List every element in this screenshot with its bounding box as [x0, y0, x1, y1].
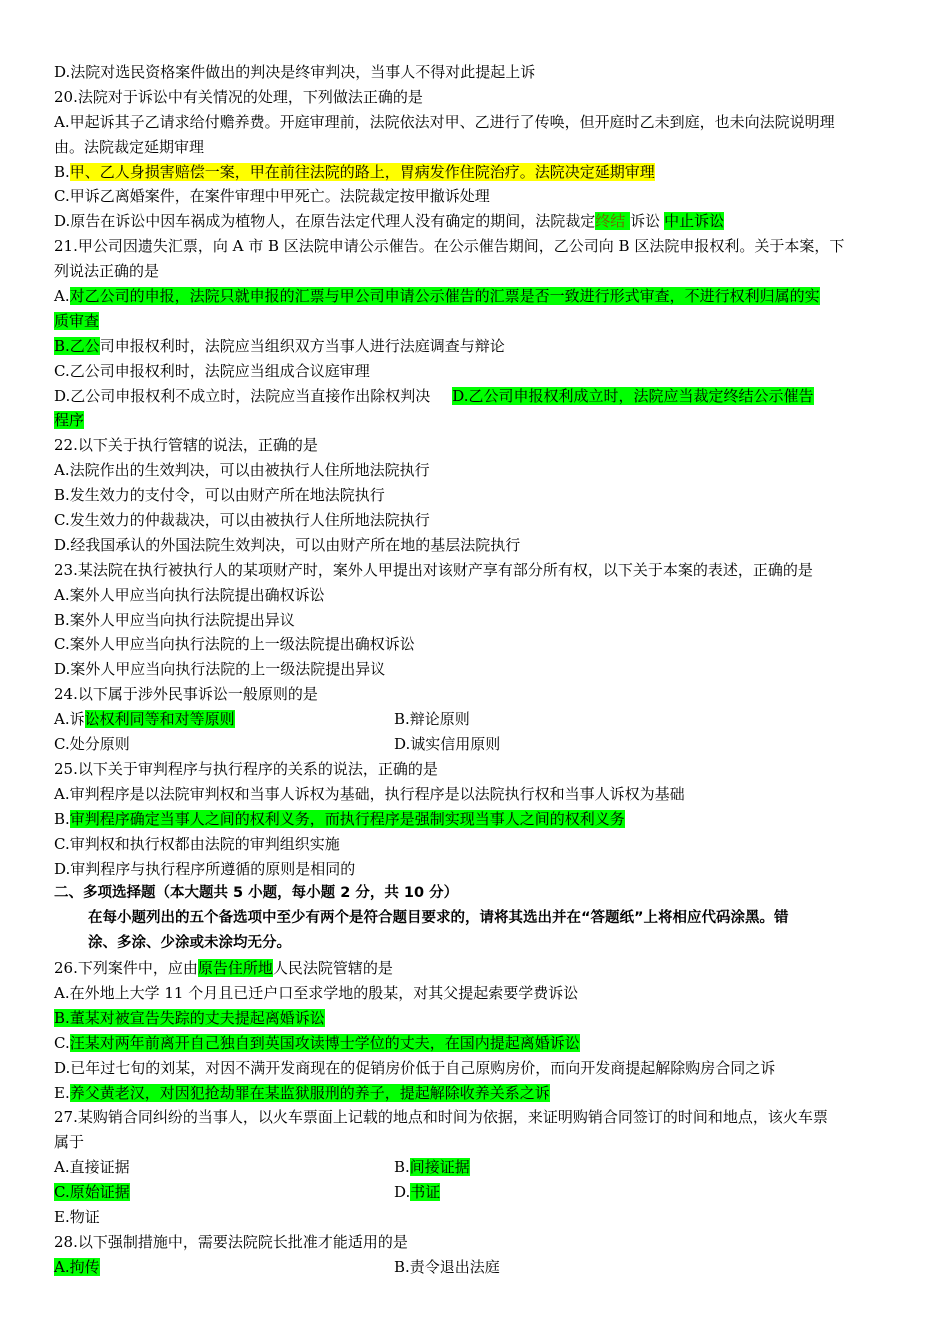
q23-stem: 23.某法院在执行被执行人的某项财产时，案外人甲提出对该财产享有部分所有权，以下关于本案的表述，正确的是 — [54, 560, 813, 579]
q24-options-row2 — [54, 732, 899, 757]
q27-option-a: A.直接证据 — [54, 1158, 130, 1177]
highlight: 终结 — [595, 212, 626, 231]
highlight: 间接证据 — [409, 1158, 470, 1177]
q22-option-d: D.经我国承认的外国法院生效判决，可以由财产所在地的基层法院执行 — [54, 535, 521, 554]
highlight: 质审查 — [54, 311, 100, 330]
q25-option-a: A.审判程序是以法院审判权和当事人诉权为基础，执行程序是以法院执行权和当事人诉权为基础 — [54, 784, 685, 803]
q24-option-a: A.诉讼权利同等和对等原则 — [54, 710, 235, 729]
q22-stem: 22.以下关于执行管辖的说法，正确的是 — [54, 436, 318, 455]
section-2-instructions-line2: 涂、多涂、少涂或未涂均无分。 — [88, 935, 291, 952]
q24-option-c: C.处分原则 — [54, 735, 130, 754]
q25-option-c: C.审判权和执行权都由法院的审判组织实施 — [54, 834, 340, 853]
highlight: 原告住所地 — [197, 959, 273, 978]
section-2-instructions-line1: 在每小题列出的五个备选项中至少有两个是符合题目要求的，请将其选出并在“答题纸”上将相应代码涂黑。错 — [88, 910, 789, 927]
highlight: 讼权利同等和对等原则 — [84, 710, 235, 729]
q24-option-d: D.诚实信用原则 — [394, 735, 501, 754]
q21-option-c: C.乙公司申报权利时，法院应当组成合议庭审理 — [54, 361, 370, 380]
highlight: 程序 — [54, 411, 85, 430]
q20-option-a-line1: A.甲起诉其子乙请求给付赡养费。开庭审理前，法院依法对甲、乙进行了传唤，但开庭时乙未到庭，也未向法院说明理 — [54, 112, 835, 131]
q27-option-b: B.间接证据 — [394, 1158, 470, 1177]
highlight: 中止诉讼 — [664, 212, 725, 231]
q21-stem-line1: 21.甲公司因遗失汇票，向 A 市 B 区法院申请公示催告。在公示催告期间，乙公司向 B 区法院申报权利。关于本案，下 — [54, 237, 845, 256]
q23-option-c: C.案外人甲应当向执行法院的上一级法院提出确权诉讼 — [54, 635, 415, 654]
q26-option-c: C.汪某对两年前离开自己独自到英国攻读博士学位的丈夫，在国内提起离婚诉讼 — [54, 1033, 580, 1052]
q27-option-c — [54, 1180, 394, 1205]
q21-option-a-line1: A.对乙公司的申报，法院只就申报的汇票与甲公司申请公示催告的汇票是否一致进行形式审查，不进行权利归属的实 — [54, 287, 820, 306]
q25-stem: 25.以下关于审判程序与执行程序的关系的说法，正确的是 — [54, 759, 438, 778]
q23-option-b: B.案外人甲应当向执行法院提出异议 — [54, 610, 295, 629]
q20-stem: 20.法院对于诉讼中有关情况的处理，下列做法正确的是 — [54, 87, 423, 106]
highlight: 审判程序确定当事人之间的权利义务，而执行程序是强制实现当事人之间的权利义务 — [69, 809, 625, 828]
q21-stem-line2: 列说法正确的是 — [54, 262, 160, 281]
q20-option-c: C.甲诉乙离婚案件，在案件审理中甲死亡。法院裁定按甲撤诉处理 — [54, 187, 490, 206]
q26-option-d: D.已年过七旬的刘某，对因不满开发商现在的促销房价低于自己原购房价，而向开发商提起解除购房合同之诉 — [54, 1058, 776, 1077]
q19-option-d: D.法院对选民资格案件做出的判决是终审判决，当事人不得对此提起上诉 — [54, 63, 536, 81]
q23-option-d: D.案外人甲应当向执行法院的上一级法院提出异议 — [54, 660, 386, 679]
q21-option-d-line2 — [54, 408, 899, 433]
section-2-title: 二、多项选择题（本大题共 5 小题，每小题 2 分，共 10 分） — [54, 885, 459, 902]
q27-stem-line1: 27.某购销合同纠纷的当事人，以火车票面上记载的地点和时间为依据，来证明购销合同签订的时间和地点，该火车票 — [54, 1108, 828, 1127]
highlight: C.原始证据 — [54, 1183, 130, 1202]
q20-option-b: B.甲、乙人身损害赔偿一案，甲在前往法院的路上，胃病发作住院治疗。法院决定延期审理 — [54, 162, 655, 181]
highlight: 甲、乙人身损害赔偿一案，甲在前往法院的路上，胃病发作住院治疗。法院决定延期审理 — [69, 162, 655, 181]
q28-option-b: B.责令退出法庭 — [394, 1257, 500, 1276]
q27-option-e: E.物证 — [54, 1207, 100, 1226]
highlight: A.拘传 — [54, 1257, 100, 1276]
q22-option-c: C.发生效力的仲裁裁决，可以由被执行人住所地法院执行 — [54, 511, 430, 530]
q28-options-row1 — [54, 1255, 899, 1280]
q21-option-a-line2 — [54, 309, 899, 334]
q24-stem: 24.以下属于涉外民事诉讼一般原则的是 — [54, 685, 318, 704]
q26-option-a: A.在外地上大学 11 个月且已迁户口至求学地的殷某，对其父提起索要学费诉讼 — [54, 983, 579, 1002]
q28-stem: 28.以下强制措施中，需要法院院长批准才能适用的是 — [54, 1232, 408, 1251]
exam-page — [54, 60, 899, 1280]
q26-option-e: E.养父黄老汉，对因犯抢劫罪在某监狱服刑的养子，提起解除收养关系之诉 — [54, 1083, 550, 1102]
q24-options-row1 — [54, 707, 899, 732]
q28-option-a — [54, 1255, 394, 1280]
q25-option-d: D.审判程序与执行程序所遵循的原则是相同的 — [54, 859, 356, 878]
highlight: 养父黄老汉，对因犯抢劫罪在某监狱服刑的养子，提起解除收养关系之诉 — [69, 1083, 550, 1102]
q27-options-row1 — [54, 1155, 899, 1180]
highlight: B.乙公 — [54, 336, 100, 355]
q26-option-b — [54, 1006, 899, 1031]
q26-stem: 26.下列案件中，应由原告住所地人民法院管辖的是 — [54, 959, 393, 978]
highlight: 对乙公司的申报，法院只就申报的汇票与甲公司申请公示催告的汇票是否一致进行形式审查，不进行权利归属的实 — [69, 287, 820, 306]
q21-option-b: B.乙公司申报权利时，法院应当组织双方当事人进行法庭调查与辩论 — [54, 336, 505, 355]
highlight: D.乙公司申报权利成立时，法院应当裁定终结公示催告 — [452, 386, 814, 405]
q22-option-b: B.发生效力的支付令，可以由财产所在地法院执行 — [54, 486, 385, 505]
q22-option-a: A.法院作出的生效判决，可以由被执行人住所地法院执行 — [54, 461, 430, 480]
q27-option-d: D.书证 — [394, 1183, 441, 1202]
q20-option-a-line2: 由。法院裁定延期审理 — [54, 137, 205, 156]
q23-option-a: A.案外人甲应当向执行法院提出确权诉讼 — [54, 585, 325, 604]
q20-option-d: D.原告在诉讼中因车祸成为植物人，在原告法定代理人没有确定的期间，法院裁定终结 诉讼 中止诉讼 — [54, 212, 725, 231]
highlight: 汪某对两年前离开自己独自到英国攻读博士学位的丈夫，在国内提起离婚诉讼 — [69, 1033, 580, 1052]
q21-option-d-line1: D.乙公司申报权利不成立时，法院应当直接作出除权判决 D.乙公司申报权利成立时，法院应当裁定终结公示催告 — [54, 386, 814, 405]
highlight: 书证 — [410, 1183, 441, 1202]
q27-stem-line2: 属于 — [54, 1133, 85, 1152]
q25-option-b: B.审判程序确定当事人之间的权利义务，而执行程序是强制实现当事人之间的权利义务 — [54, 809, 625, 828]
q27-options-row2 — [54, 1180, 899, 1205]
highlight: B.董某对被宣告失踪的丈夫提起离婚诉讼 — [54, 1008, 325, 1027]
q24-option-b: B.辩论原则 — [394, 710, 470, 729]
